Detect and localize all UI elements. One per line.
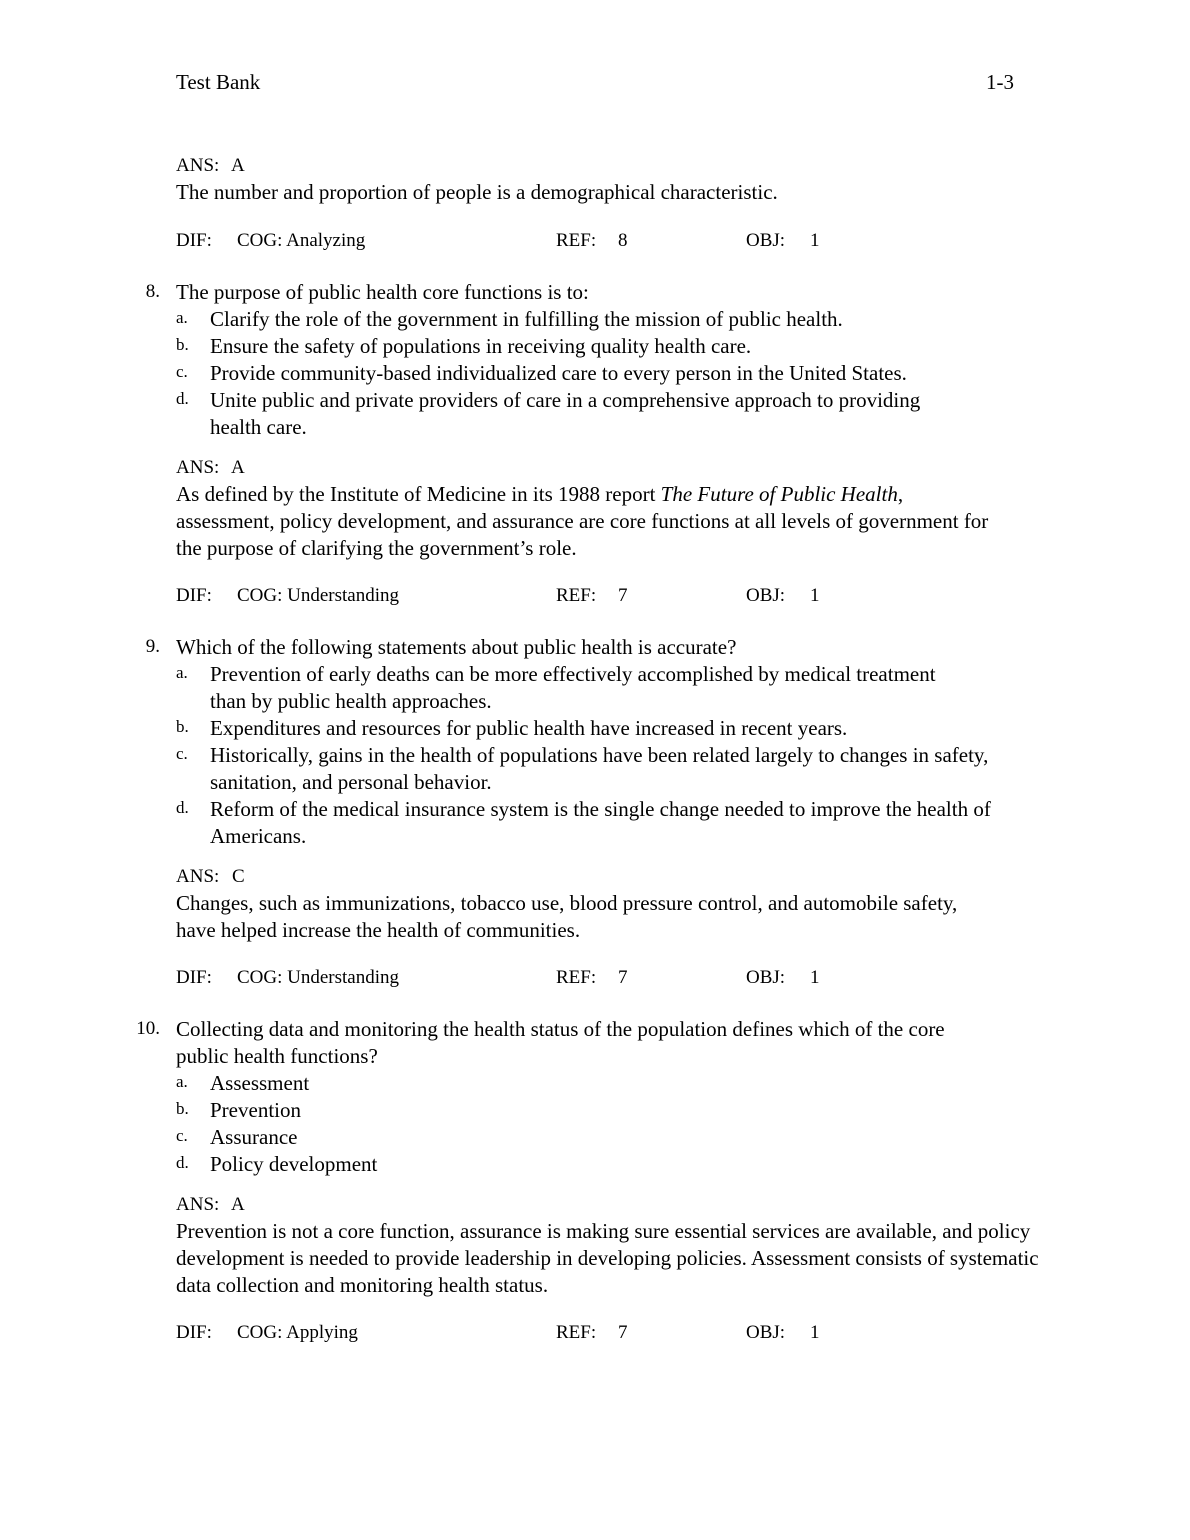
answer-block (176, 863, 996, 944)
option-text: Prevention (210, 1098, 301, 1122)
ref-label: REF: (556, 1322, 597, 1343)
options-list (176, 1070, 1040, 1178)
question-number: 8. (145, 281, 160, 302)
option-letter: c. (176, 744, 188, 763)
option-c (176, 742, 1030, 796)
option-letter: b. (176, 1099, 189, 1118)
meta-line (176, 230, 1036, 254)
obj-value: 1 (810, 585, 820, 606)
option-text: Prevention of early deaths can be more effectively accomplished by medical treatment than by public health approaches. (210, 662, 936, 713)
ref-value: 7 (618, 1322, 628, 1343)
rationale-text: As defined by the Institute of Medicine in its 1988 report (176, 482, 661, 506)
ref-label: REF: (556, 585, 597, 606)
option-text: Ensure the safety of populations in receiving quality health care. (210, 334, 752, 358)
obj-value: 1 (810, 230, 820, 251)
option-a (176, 1070, 1040, 1097)
option-letter: a. (176, 308, 188, 327)
option-a (176, 306, 1040, 333)
answer-value: A (231, 155, 245, 176)
option-text: Historically, gains in the health of populations have been related largely to changes in safety, sanitation, and personal behavior. (210, 743, 989, 794)
answer-block (176, 454, 996, 562)
ref-label: REF: (556, 967, 597, 988)
answer-value: A (231, 457, 245, 478)
option-c (176, 360, 1040, 387)
options-list (176, 661, 1040, 850)
ref-label: REF: (556, 230, 597, 251)
option-letter: a. (176, 1072, 188, 1091)
header-title: Test Bank (176, 70, 261, 94)
option-letter: b. (176, 335, 189, 354)
option-text: Reform of the medical insurance system is the single change needed to improve the health of Americans. (210, 797, 991, 848)
option-b (176, 333, 1040, 360)
answer-line (176, 863, 996, 890)
dif-label: DIF: (176, 230, 212, 251)
option-d (176, 796, 1000, 850)
option-c (176, 1124, 1040, 1151)
option-letter: d. (176, 389, 189, 408)
question-stem: Collecting data and monitoring the health status of the population defines which of the core public health functions? (176, 1017, 945, 1068)
question-9 (120, 634, 1040, 850)
obj-value: 1 (810, 1322, 820, 1343)
meta-line (176, 967, 1036, 991)
option-letter: a. (176, 663, 188, 682)
obj-value: 1 (810, 967, 820, 988)
meta-line (176, 1322, 1036, 1346)
option-letter: b. (176, 717, 189, 736)
page-number: 1-3 (986, 70, 1014, 94)
question-8 (120, 279, 1040, 441)
option-d (176, 387, 950, 441)
option-text: Assurance (210, 1125, 298, 1149)
option-letter: c. (176, 362, 188, 381)
question-stem: The purpose of public health core functions is to: (176, 280, 589, 304)
rationale: The number and proportion of people is a demographical characteristic. (176, 180, 778, 204)
option-text: Unite public and private providers of care in a comprehensive approach to providing health care. (210, 388, 921, 439)
ref-value: 7 (618, 967, 628, 988)
option-text: Assessment (210, 1071, 310, 1095)
option-text: Clarify the role of the government in fulfilling the mission of public health. (210, 307, 843, 331)
dif-value: COG: Applying (237, 1322, 358, 1343)
meta-line (176, 585, 1036, 609)
obj-label: OBJ: (746, 585, 786, 606)
ref-value: 7 (618, 585, 628, 606)
rationale (176, 481, 996, 562)
rationale: Changes, such as immunizations, tobacco use, blood pressure control, and automobile safety, have helped increase the health of communities. (176, 891, 958, 942)
option-d (176, 1151, 1040, 1178)
option-text: Provide community-based individualized care to every person in the United States. (210, 361, 907, 385)
answer-line (176, 1191, 1046, 1218)
dif-label: DIF: (176, 1322, 212, 1343)
dif-label: DIF: (176, 585, 212, 606)
rationale: Prevention is not a core function, assurance is making sure essential services are available, and policy development is needed to provide leadership in developing policies. Assessment consists of systematic data collection and monitoring health status. (176, 1219, 1039, 1297)
option-b (176, 715, 1040, 742)
option-letter: d. (176, 798, 189, 817)
option-text: Expenditures and resources for public health have increased in recent years. (210, 716, 848, 740)
options-list (176, 306, 1040, 441)
option-text: Policy development (210, 1152, 378, 1176)
question-number: 9. (145, 636, 160, 657)
dif-value: COG: Understanding (237, 967, 400, 988)
question-10 (120, 1016, 1040, 1178)
answer-label: ANS: (176, 457, 220, 478)
question-number: 10. (136, 1018, 160, 1039)
answer-label: ANS: (176, 155, 220, 176)
dif-label: DIF: (176, 967, 212, 988)
answer-line (176, 454, 996, 481)
answer-block (176, 1191, 1046, 1299)
option-b (176, 1097, 1040, 1124)
obj-label: OBJ: (746, 230, 786, 251)
dif-value: COG: Analyzing (237, 230, 366, 251)
dif-value: COG: Understanding (237, 585, 400, 606)
report-title: The Future of Public Health (660, 482, 898, 506)
question-stem: Which of the following statements about public health is accurate? (176, 635, 737, 659)
option-letter: c. (176, 1126, 188, 1145)
option-letter: d. (176, 1153, 189, 1172)
answer-label: ANS: (176, 866, 220, 887)
option-a (176, 661, 970, 715)
answer-block (176, 152, 1036, 206)
obj-label: OBJ: (746, 967, 786, 988)
answer-value: A (231, 1194, 245, 1215)
ref-value: 8 (618, 230, 628, 251)
answer-value: C (232, 866, 245, 887)
rationale-text: , assessment, policy development, and assurance are core functions at all levels of government for the purpose of clarifying the government’s role. (176, 482, 989, 560)
answer-label: ANS: (176, 1194, 220, 1215)
obj-label: OBJ: (746, 1322, 786, 1343)
answer-line (176, 152, 1036, 179)
